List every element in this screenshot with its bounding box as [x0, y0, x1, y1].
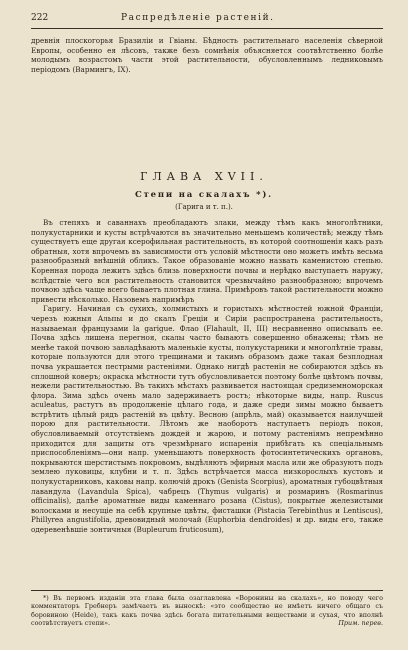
footnote	[31, 594, 383, 628]
body-paragraph-1: Въ степяхъ и саваннахъ преобладаютъ злаки, между тѣмъ какъ многолѣтники, полукустарники и кусты встрѣчаются въ значительно меньшемъ количествѣ; между тѣмъ существуетъ еще другая ксерофильная растительность, въ которой соотношенія какъ разъ обратныя, хотя впрочемъ въ зависимости отъ условій мѣстности оно можетъ имѣть весьма разнообразный внѣшній обликъ. Такое образованіе можно назвать каменистою степью. Коренная порода лежитъ здѣсь близь поверхности почвы и нерѣдко выступаетъ наружу, вслѣдствіе чего вся растительность становится чрезвычайно разнообразною; впрочемъ почвою здѣсь чаще всего бываетъ плотная глина. Примѣровъ такой растительности можно привести нѣсколько. Назовемъ напримѣръ	[31, 218, 383, 304]
intro-paragraph: древнія плоскогорья Бразиліи и Гвіаны. Бѣдность растительнаго населенія сѣверной Европы, особенно ея лѣсовъ, также безъ сомнѣнія объясняется соотвѣтственно болѣе молодымъ возрастомъ части этой растительности, обусловленнымъ ледниковымъ періодомъ (Вармингъ, IX).	[31, 36, 383, 74]
intro-paragraph-block	[31, 36, 383, 74]
page-number: 222	[31, 13, 49, 23]
section-title: Степи на скалахъ *).	[135, 190, 273, 200]
chapter-heading: ГЛАВА XVII.	[140, 170, 268, 183]
section-subtitle: (Гарига и т. п.).	[175, 203, 233, 211]
footnote-signature: Прим. перев.	[338, 619, 383, 628]
page-header	[31, 13, 383, 27]
body-text	[31, 218, 383, 535]
body-paragraph-2: Гаригу. Начиная съ сухихъ, холмистыхъ и гористыхъ мѣстностей южной Франціи, черезъ южныя Альпы и до скалъ Греціи и Сиріи распространена растительность, называемая французами la garigue. Флао (Flahault, II, III) несравненно описывалъ ее. Почва здѣсь лишена перегноя, скалы часто бываютъ совершенно обнажены; тѣмъ не менѣе такой почвою завладѣваютъ маленькіе кусты, полукустарники и многолѣтніе травы, которые пользуются для этого трещинами и такимъ образомъ даже такая безплодная почва украшается пестрыми растеніями. Однако нигдѣ растенія не собираются здѣсь въ сплошной коверъ; окраска мѣстности тутъ обусловливается поэтому болѣе цвѣтомъ почвы, нежели растительностью. Въ такихъ мѣстахъ развивается настоящая средиземноморская флора. Зима здѣсь очень мало задерживаетъ ростъ; нѣкоторые виды, напр. Ruscus aculeatus, растутъ въ продолженіе цѣлаго года, и даже среди зимы можно бываетъ встрѣтить цѣлый рядъ растеній въ цвѣту. Весною (апрѣль, май) оказывается наилучшей порою для растительности. Лѣтомъ же наоборотъ наступаетъ періодъ покоя, обусловливаемый отсутствіемъ дождей и жарою, и потому растеніямъ непремѣнно приходится для защиты отъ чрезмѣрнаго испаренія прибѣгать къ спеціальнымъ приспособленіямъ—они напр. уменьшаютъ поверхность фотосинтетическихъ органовъ, покрываются шерстистымъ покровомъ, выдѣляютъ эфирныя масла или же образуютъ подъ землею луковицы, клубни и т. п. Здѣсь встрѣчается масса низкорослыхъ кустовъ и полукустарниковъ, каковы напр. колючій дрокъ (Genista Scorpius), ароматныя губоцвѣтныя лавандула (Lavandula Spica), чабрецъ (Thymus vulgaris) и розмаринъ (Rosmarinus officinalis), далѣе ароматные виды каменнаго розана (Cistus), покрытые железистыми волосками и несущіе на себѣ крупные цвѣты, фисташки (Pistacia Terebinthus и Lentiscus), Phillyrea angustifolia, древовидный молочай (Euphorbia dendroides) и др. виды его, также одеревенѣвшіе зонтичныя (Bupleurum fruticosum),	[31, 304, 383, 534]
footnote-rule	[31, 590, 383, 591]
running-title: Распредѣленіе растеній.	[121, 13, 275, 23]
header-rule	[31, 28, 383, 29]
footnote-text: *) Въ первомъ изданіи эта глава была озаглавлена «Воронины на скалахъ», но поводу чего комментаторъ Гребнеръ замѣчаетъ въ выноскѣ: «это сообщество не имѣетъ ничего общаго съ боровиною (Heide), такъ какъ почва здѣсь богата питательными веществами и сухая, что вполнѣ соотвѣтствуетъ степи».	[31, 594, 383, 628]
